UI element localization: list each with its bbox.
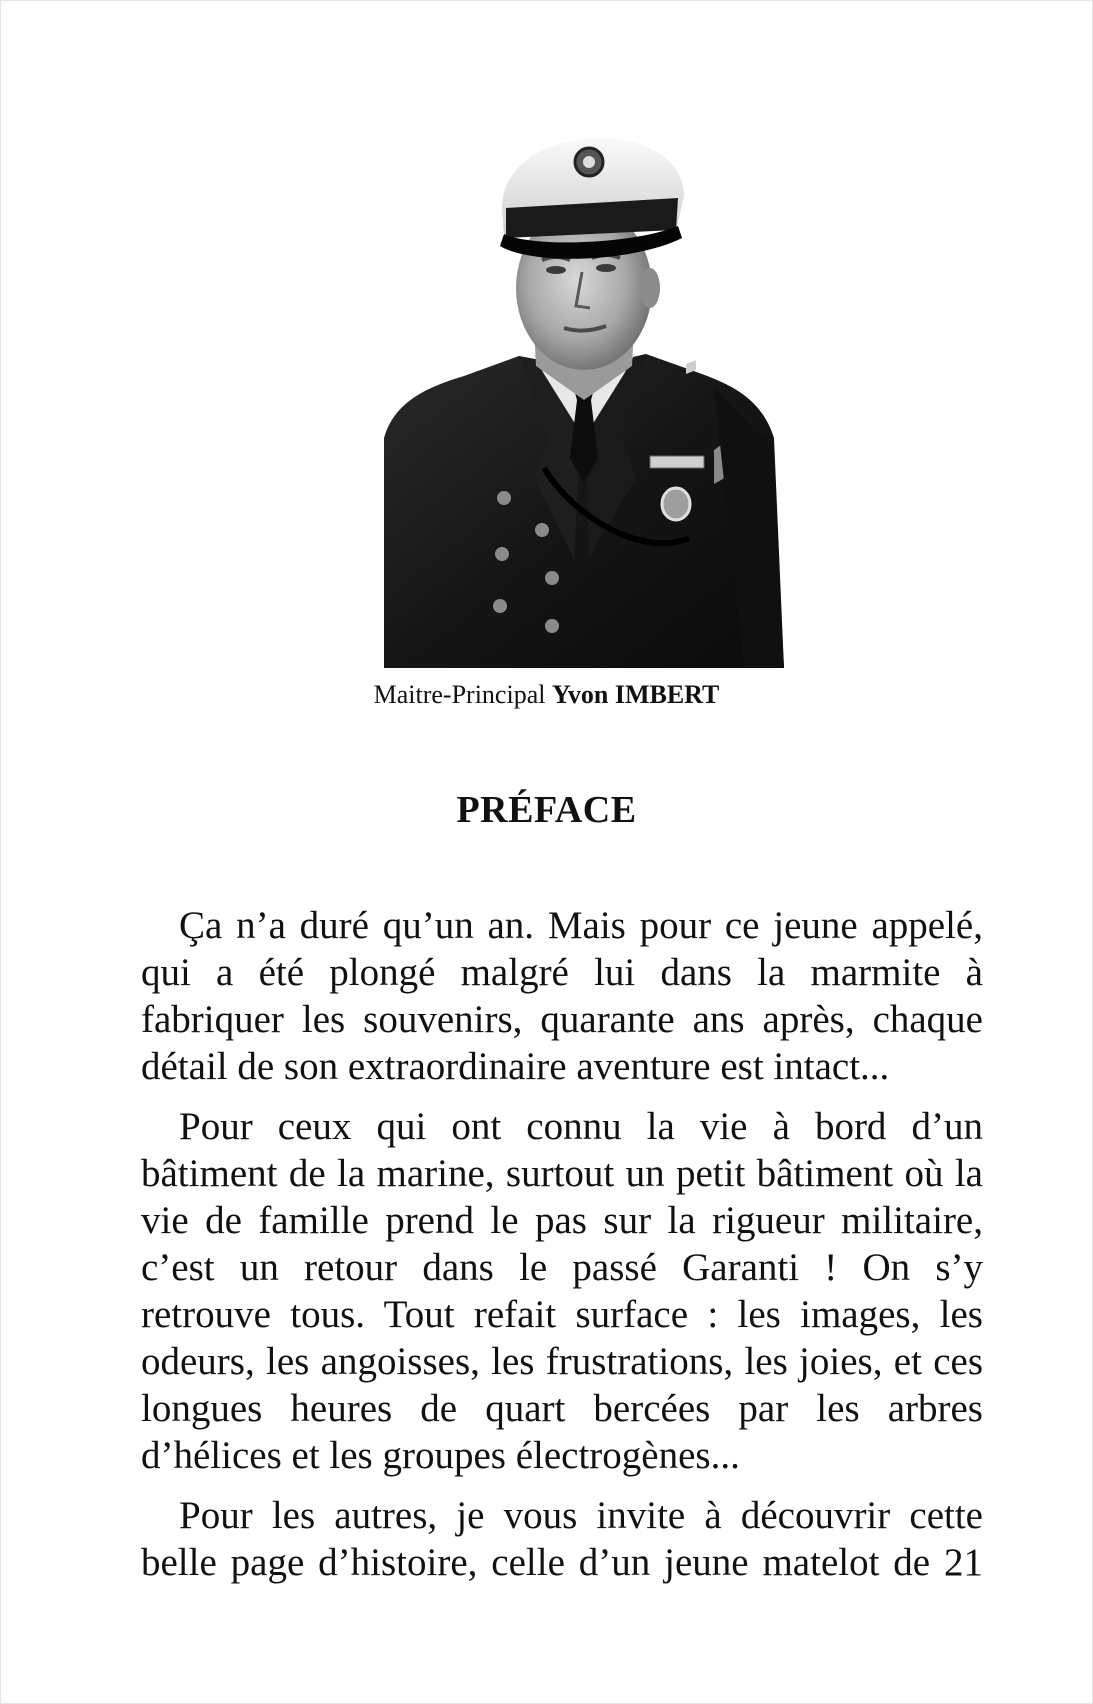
photo-caption (0, 678, 1093, 712)
page-title: PRÉFACE (456, 789, 637, 831)
preface-body (141, 902, 983, 1599)
paragraph: Pour ceux qui ont connu la vie à bord d’un bâtiment de la marine, surtout un petit bâtiment où la vie de famille prend le pas sur la rigueur militaire, c’est un retour dans le passé Garanti ! On s’y retrouve tous. Tout refait surface : les images, les odeurs, les angoisses, les frustrations, les joies, et ces longues heures de quart bercées par les arbres d’hélices et les groupes électrogènes... (141, 1105, 983, 1477)
paragraph: Ça n’a duré qu’un an. Mais pour ce jeune appelé, qui a été plongé malgré lui dans la marmite à fabriquer les souvenirs, quarante ans après, chaque détail de son extraordinaire aventure est intact... (141, 904, 983, 1088)
caption-name: Yvon IMBERT (551, 680, 720, 709)
paragraph: Pour les autres, je vous invite à découvrir cette belle page d’histoire, celle d’un jeune matelot de 21 (141, 1494, 983, 1584)
caption-rank: Maitre-Principal (373, 680, 546, 709)
officer-portrait-photo (384, 138, 784, 668)
